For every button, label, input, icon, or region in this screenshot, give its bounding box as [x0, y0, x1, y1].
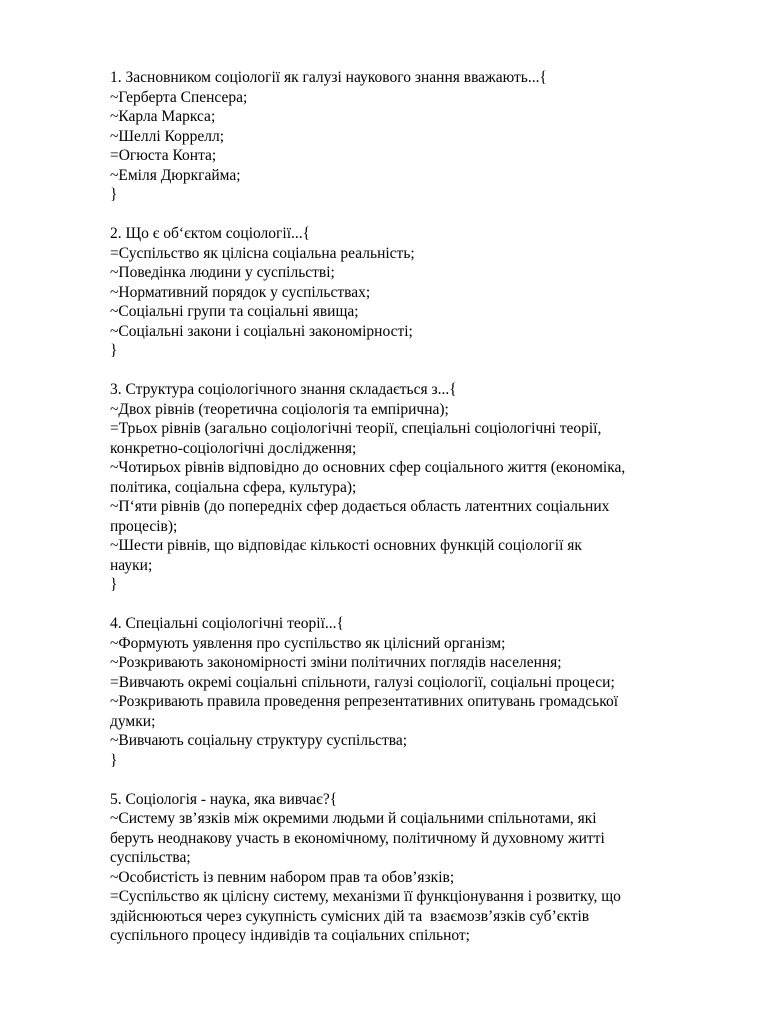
answer-option-correct: =Суспільство як цілісна соціальна реальність;: [110, 244, 415, 262]
closing-brace: }: [110, 576, 118, 593]
answer-option: ~Розкривають закономірності зміни політичних поглядів населення;: [110, 654, 562, 671]
closing-brace: }: [110, 186, 118, 203]
answer-option: ~Шеллі Коррелл;: [110, 127, 225, 145]
answer-option-continuation: суспільного процесу індивідів та соціальних спільнот;: [110, 927, 470, 944]
document-page: [110, 68, 730, 965]
question-4: [110, 614, 730, 770]
answer-option-continuation: беруть неоднакову участь в економічному, політичному й духовному житті: [110, 829, 605, 847]
question-1: [110, 68, 730, 205]
answer-option: ~Соціальні групи та соціальні явища;: [110, 303, 359, 320]
answer-option-continuation: політика, соціальна сфера, культура);: [110, 478, 357, 496]
answer-option-correct: =Суспільство як цілісну систему, механізми її функціонування і розвитку, що: [110, 888, 621, 905]
answer-option: ~Карла Маркса;: [110, 108, 216, 125]
question-text: 2. Що є об‘єктом соціології...{: [110, 225, 311, 242]
answer-option: ~Вивчають соціальну структуру суспільства;: [110, 732, 408, 749]
answer-option-continuation: здійснюються через сукупність сумісних дій та взаємозв’язків суб’єктів: [110, 907, 590, 925]
answer-option-correct: =Вивчають окремі соціальні спільноти, галузі соціології, соціальні процеси;: [110, 673, 615, 691]
answer-option: ~Еміля Дюркгайма;: [110, 166, 241, 184]
answer-option-continuation: суспільства;: [110, 849, 191, 866]
answer-option-continuation: конкретно-соціологічні дослідження;: [110, 439, 357, 457]
answer-option-correct: =Трьох рівнів (загально соціологічні теорії, спеціальні соціологічні теорії,: [110, 420, 602, 437]
closing-brace: }: [110, 751, 118, 769]
answer-option: ~Нормативний порядок у суспільствах;: [110, 283, 371, 301]
answer-option-correct: =Огюста Конта;: [110, 147, 217, 164]
answer-option: ~Двох рівнів (теоретична соціологія та емпірична);: [110, 400, 449, 418]
answer-option: ~П‘яти рівнів (до попередніх сфер додається область латентних соціальних: [110, 498, 610, 515]
answer-option-continuation: науки;: [110, 556, 153, 574]
answer-option: ~Шести рівнів, що відповідає кількості основних функцій соціології як: [110, 537, 582, 554]
answer-option: ~Герберта Спенсера;: [110, 88, 248, 106]
question-3: [110, 380, 730, 595]
question-text: 5. Соціологія - наука, яка вивчає?{: [110, 790, 338, 808]
answer-option: ~Розкривають правила проведення репрезентативних опитувань громадської: [110, 693, 618, 710]
question-text: 1. Засновником соціології як галузі наукового знання вважають...{: [110, 69, 547, 86]
answer-option: ~Соціальні закони і соціальні закономірності;: [110, 322, 413, 340]
answer-option: ~Чотирьох рівнів відповідно до основних сфер соціального життя (економіка,: [110, 459, 626, 476]
answer-option-continuation: думки;: [110, 712, 156, 730]
answer-option: ~Особистість із певним набором прав та обов’язків;: [110, 868, 455, 886]
question-5: [110, 790, 730, 946]
answer-option: ~Систему зв’язків між окремими людьми й соціальними спільнотами, які: [110, 810, 597, 827]
closing-brace: }: [110, 342, 118, 359]
question-text: 3. Структура соціологічного знання складається з...{: [110, 381, 457, 398]
answer-option: ~Поведінка людини у суспільстві;: [110, 264, 335, 281]
question-text: 4. Спеціальні соціологічні теорії...{: [110, 615, 344, 632]
question-2: [110, 224, 730, 361]
answer-option-continuation: процесів);: [110, 517, 178, 535]
answer-option: ~Формують уявлення про суспільство як цілісний організм;: [110, 634, 506, 652]
